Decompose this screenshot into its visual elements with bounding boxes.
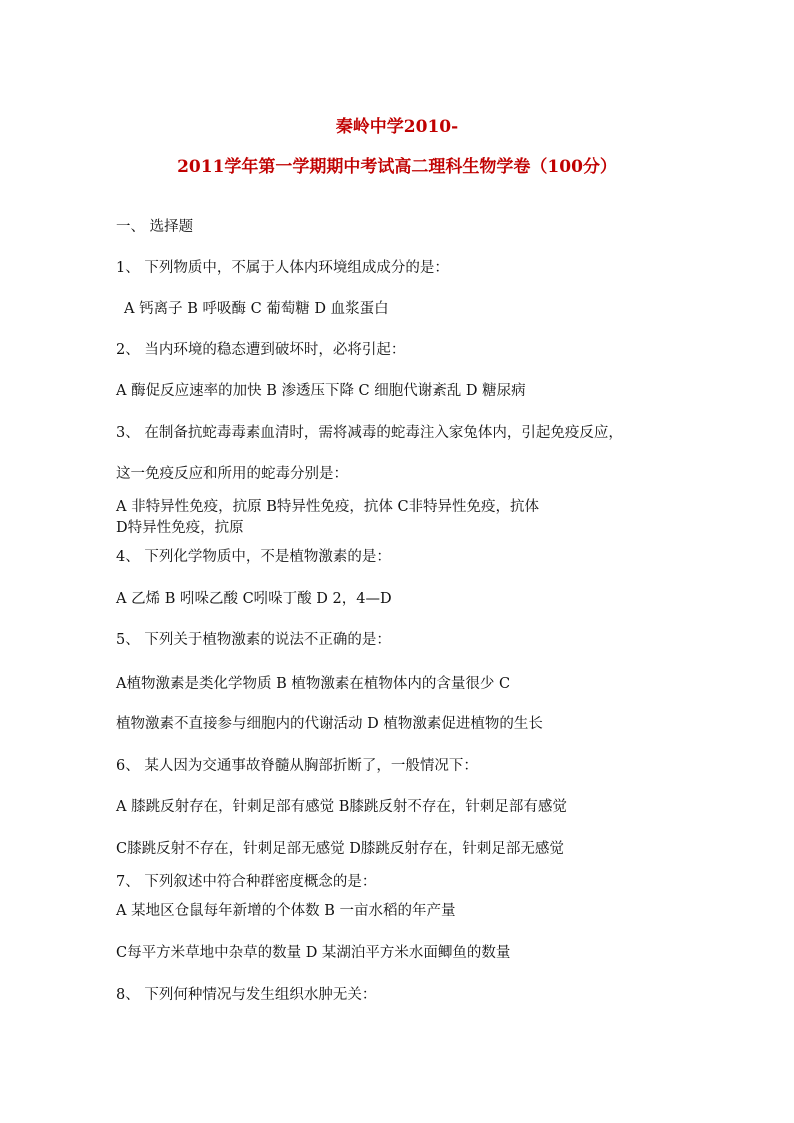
question-2-options: A 酶促反应速率的加快 B 渗透压下降 C 细胞代谢紊乱 D 糖尿病: [116, 383, 526, 399]
question-3-stem: 3、 在制备抗蛇毒毒素血清时，需将减毒的蛇毒注入家兔体内，引起免疫反应，: [116, 425, 623, 441]
question-4-stem: 4、 下列化学物质中，不是植物激素的是：: [116, 549, 391, 565]
question-6-options-line1: A 膝跳反射存在，针刺足部有感觉 B膝跳反射不存在，针刺足部有感觉: [116, 799, 567, 815]
question-6-options-line2: C膝跳反射不存在，针刺足部无感觉 D膝跳反射存在，针刺足部无感觉: [116, 841, 564, 857]
question-5-options-line2: 植物激素不直接参与细胞内的代谢活动 D 植物激素促进植物的生长: [116, 716, 543, 732]
exam-title-line2: 2011学年第一学期期中考试高二理科生物学卷（100分）: [177, 157, 617, 177]
question-5-options-line1: A植物激素是类化学物质 B 植物激素在植物体内的含量很少 C: [116, 676, 511, 692]
question-2-stem: 2、 当内环境的稳态遭到破坏时，必将引起：: [116, 342, 406, 358]
question-6-stem: 6、 某人因为交通事故脊髓从胸部折断了，一般情况下：: [116, 758, 478, 774]
question-7-options-line2: C每平方米草地中杂草的数量 D 某湖泊平方米水面鲫鱼的数量: [116, 945, 511, 961]
question-7-options-line1: A 某地区仓鼠每年新增的个体数 B 一亩水稻的年产量: [116, 903, 456, 919]
question-1-options: A 钙离子 B 呼吸酶 C 葡萄糖 D 血浆蛋白: [124, 301, 389, 317]
section-heading: 一、 选择题: [116, 219, 194, 235]
question-8-stem: 8、 下列何种情况与发生组织水肿无关：: [116, 987, 377, 1003]
question-5-stem: 5、 下列关于植物激素的说法不正确的是：: [116, 632, 391, 648]
question-3-options-line2: D特异性免疫，抗原: [116, 520, 244, 536]
question-4-options: A 乙烯 B 吲哚乙酸 C吲哚丁酸 D 2，4—D: [116, 591, 392, 607]
question-3-options-line1: A 非特异性免疫，抗原 B特异性免疫，抗体 C非特异性免疫，抗体: [116, 499, 540, 515]
question-1-stem: 1、 下列物质中，不属于人体内环境组成成分的是：: [116, 260, 449, 276]
exam-title-line1: 秦岭中学2010-: [335, 117, 459, 137]
question-7-stem: 7、 下列叙述中符合种群密度概念的是：: [116, 874, 377, 890]
question-3-stem-continued: 这一免疫反应和所用的蛇毒分别是：: [116, 466, 348, 482]
